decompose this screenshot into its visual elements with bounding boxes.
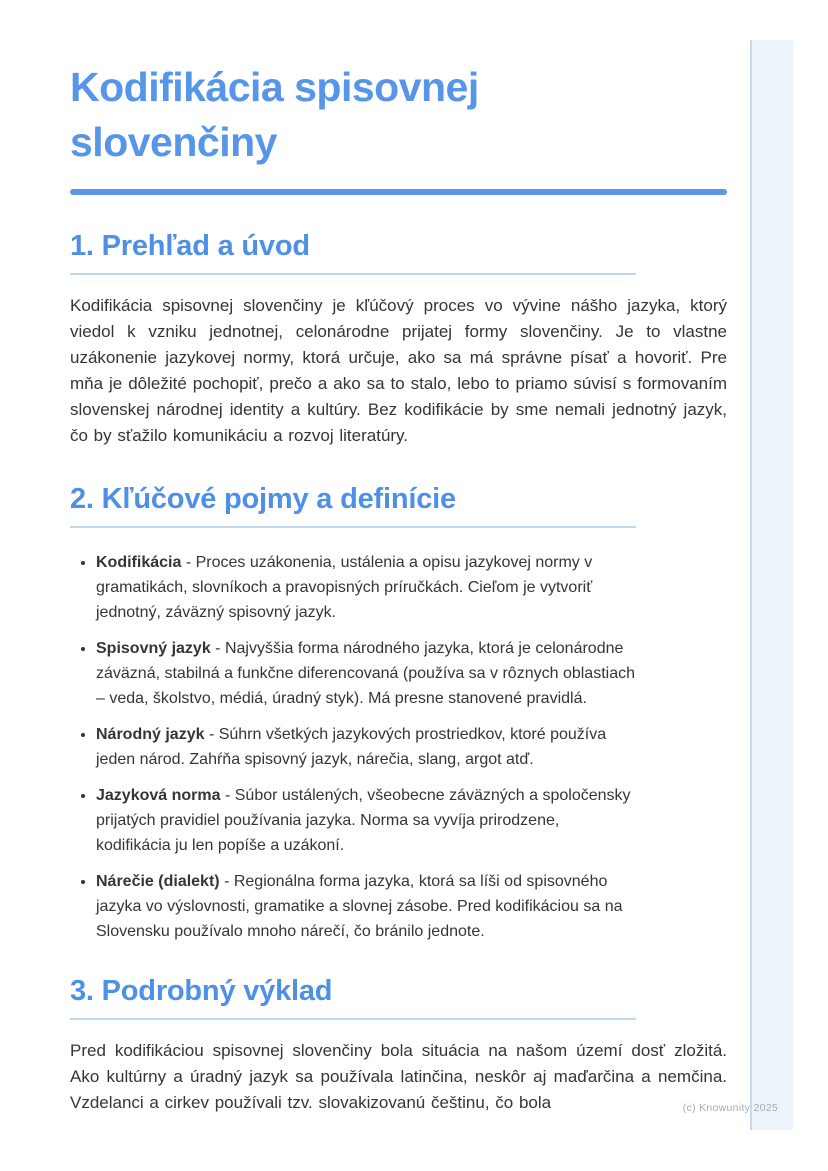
term-description: - Súhrn všetkých jazykových prostriedkov, ktoré používa jeden národ. Zahŕňa spisovný jazyk, nárečia, slang, argot atď. bbox=[96, 726, 607, 768]
list-item bbox=[96, 550, 636, 625]
section-3-heading: 3. Podrobný výklad bbox=[70, 975, 333, 1007]
copyright-watermark: (c) Knowunity 2025 bbox=[682, 1102, 778, 1114]
term-label: Kodifikácia bbox=[96, 554, 182, 571]
section-overview bbox=[70, 228, 727, 449]
term-description: - Najvyššia forma národného jazyka, ktorá je celonárodne záväzná, stabilná a funkčne diferencovaná (používa sa v rôznych oblastiach – veda, školstvo, médiá, úradný styk). Má presne stanovené pravidlá. bbox=[96, 640, 635, 707]
document-title: Kodifikácia spisovnej slovenčiny bbox=[70, 64, 479, 165]
term-label: Jazyková norma bbox=[96, 787, 221, 804]
term-description: - Proces uzákonenia, ustálenia a opisu jazykovej normy v gramatikách, slovníkoch a pravopisných príručkách. Cieľom je vytvoriť jednotný, záväzný spisovný jazyk. bbox=[96, 554, 593, 621]
term-list bbox=[70, 550, 636, 944]
section-2-divider bbox=[70, 526, 636, 528]
section-3-paragraph: Pred kodifikáciou spisovnej slovenčiny bola situácia na našom území dosť zložitá. Ako kultúrny a úradný jazyk sa používala latinčina, neskôr aj maďarčina a nemčina. Vzdelanci a cirkev používali tzv. slovakizovanú češtinu, čo bola bbox=[70, 1041, 727, 1112]
section-1-divider bbox=[70, 273, 636, 275]
section-2-heading: 2. Kľúčové pojmy a definície bbox=[70, 483, 456, 515]
title-divider bbox=[70, 189, 727, 195]
section-3-divider bbox=[70, 1018, 636, 1020]
list-item bbox=[96, 869, 636, 944]
term-label: Spisovný jazyk bbox=[96, 640, 211, 657]
section-1-heading: 1. Prehľad a úvod bbox=[70, 230, 310, 262]
term-description: - Regionálna forma jazyka, ktorá sa líši od spisovného jazyka vo výslovnosti, gramatike a slovnej zásobe. Pred kodifikáciou sa na Slovensku používalo mnoho nárečí, čo bránilo jednote. bbox=[96, 873, 623, 940]
term-label: Nárečie (dialekt) bbox=[96, 873, 220, 890]
document-content bbox=[70, 0, 727, 1116]
section-detailed-explanation bbox=[70, 973, 727, 1116]
list-item bbox=[96, 722, 636, 772]
list-item bbox=[96, 783, 636, 858]
list-item bbox=[96, 636, 636, 711]
page-edge-strip bbox=[750, 40, 793, 1130]
term-description: - Súbor ustálených, všeobecne záväzných a spoločensky prijatých pravidiel používania jazyka. Norma sa vyvíja prirodzene, kodifikácia ju len popíše a uzákoní. bbox=[96, 787, 631, 854]
section-1-paragraph: Kodifikácia spisovnej slovenčiny je kľúčový proces vo vývine nášho jazyka, ktorý viedol k vzniku jednotnej, celonárodne prijatej formy slovenčiny. Je to vlastne uzákonenie jazykovej normy, ktorá určuje, ako sa má správne písať a hovoriť. Pre mňa je dôležité pochopiť, prečo a ako sa to stalo, lebo to priamo súvisí s formovaním slovenskej národnej identity a kultúry. Bez kodifikácie by sme nemali jednotný jazyk, čo by sťažilo komunikáciu a rozvoj literatúry. bbox=[70, 296, 727, 445]
section-key-terms bbox=[70, 481, 727, 944]
term-label: Národný jazyk bbox=[96, 726, 205, 743]
